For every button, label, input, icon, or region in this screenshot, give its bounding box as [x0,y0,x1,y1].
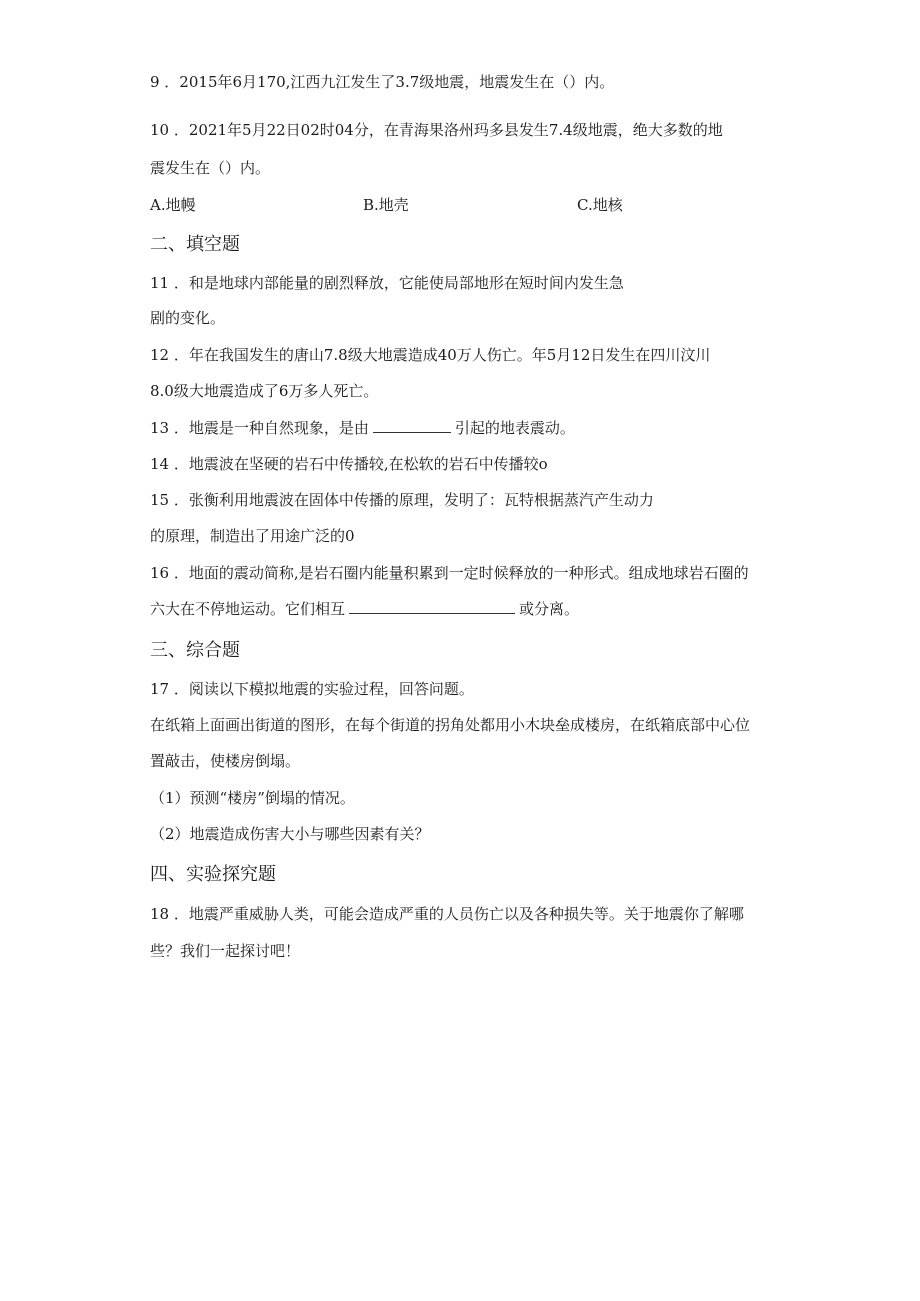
question-16-line-1: 16 ．地面的震动简称,是岩石圈内能量积累到一定时候释放的一种形式。组成地球岩石圈的 [150,564,749,582]
question-11-line-2: 剧的变化。 [150,309,226,327]
question-10-line-2: 震发生在（）内。 [150,159,271,177]
question-13 [150,418,575,438]
question-16-line-2 [150,599,579,619]
option-b: B.地壳 [363,196,409,214]
question-12-line-2: 8.0级大地震造成了6万多人死亡。 [150,382,379,400]
question-17-body-2: 置敲击，使楼房倒塌。 [150,752,301,770]
question-17-sub-2: （2）地震造成伤害大小与哪些因素有关？ [150,825,430,843]
question-16-before: 六大在不停地运动。它们相互 [150,600,346,618]
question-17-intro: 17 ．阅读以下模拟地震的实验过程，回答问题。 [150,680,474,698]
question-13-after: 引起的地表震动。 [454,419,575,437]
question-18-line-2: 些？我们一起探讨吧！ [150,942,301,960]
section-heading-experiment: 四、实验探究题 [150,864,276,885]
question-15-line-1: 15 ．张衡利用地震波在固体中传播的原理，发明了：瓦特根据蒸汽产生动力 [150,491,654,509]
question-15-line-2: 的原理，制造出了用途广泛的0 [150,527,355,545]
question-11-line-1: 11 ．和是地球内部能量的剧烈释放，它能使局部地形在短时间内发生急 [150,274,624,292]
question-10-line-1: 10 ．2021年5月22日02时04分，在青海果洛州玛多县发生7.4级地震，绝大多数的地 [150,121,723,139]
question-16-after: 或分离。 [519,600,580,618]
question-13-before: 13 ．地震是一种自然现象，是由 [150,419,369,437]
answer-blank-13[interactable] [373,418,451,433]
section-heading-comprehensive: 三、综合题 [150,640,240,661]
option-c: C.地核 [577,196,623,214]
question-12-line-1: 12 ．年在我国发生的唐山7.8级大地震造成40万人伤亡。年5月12日发生在四川汶川 [150,346,711,364]
question-17-body-1: 在纸箱上面画出街道的图形，在每个街道的拐角处都用小木块垒成楼房，在纸箱底部中心位 [150,716,751,734]
question-18-line-1: 18 ．地震严重威胁人类，可能会造成严重的人员伤亡以及各种损失等。关于地震你了解哪 [150,905,744,923]
section-heading-fill-in: 二、填空题 [150,234,240,255]
option-a: A.地幔 [150,196,196,214]
question-14: 14 ．地震波在坚硬的岩石中传播较,在松软的岩石中传播较o [150,455,548,473]
answer-blank-16[interactable] [349,599,515,614]
question-17-sub-1: （1）预测“楼房”倒塌的情况。 [150,789,355,807]
question-9: 9 ．2015年6月170,江西九江发生了3.7级地震，地震发生在（）内。 [150,73,615,91]
